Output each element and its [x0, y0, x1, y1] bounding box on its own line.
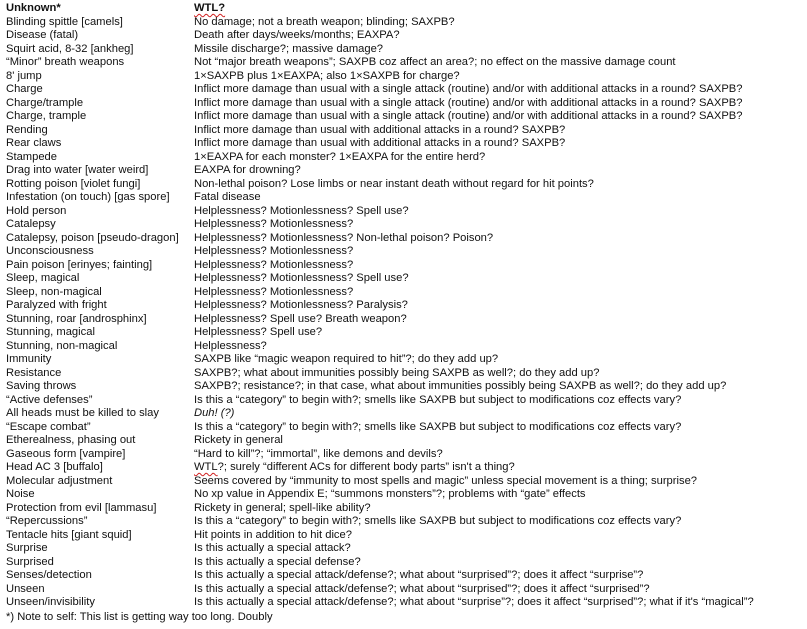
- ability-name: Charge/trample: [6, 96, 84, 109]
- ability-name: Rear claws: [6, 137, 62, 149]
- table-row: [6, 313, 794, 327]
- ability-note: Inflict more damage than usual with additional attacks in a round? SAXPB?: [194, 123, 566, 136]
- ability-name: Stunning, magical: [6, 326, 95, 338]
- ability-note: Helplessness? Spell use? Breath weapon?: [194, 312, 407, 325]
- table-row: [6, 326, 794, 340]
- ability-name: Unconsciousness: [6, 245, 94, 257]
- table-row: [6, 475, 794, 489]
- ability-name: Senses/detection: [6, 569, 92, 581]
- ability-name: Charge: [6, 83, 43, 95]
- ability-note: Rickety in general: [194, 434, 283, 446]
- ability-note: Fatal disease: [194, 191, 261, 203]
- ability-name: Stunning, non-magical: [6, 339, 118, 352]
- table-row: [6, 569, 794, 583]
- column-header-unknown: Unknown*: [6, 2, 61, 14]
- table-row: [6, 259, 794, 273]
- table-row: [6, 421, 794, 435]
- ability-note: Helplessness? Motionlessness?: [194, 285, 354, 298]
- ability-name: Surprised: [6, 555, 54, 568]
- table-row: [6, 56, 794, 70]
- ability-name: Tentacle hits [giant squid]: [6, 528, 132, 541]
- ability-note: No xp value in Appendix E; “summons monsters”?; problems with “gate” effects: [194, 488, 586, 500]
- ability-note: EAXPA for drowning?: [194, 164, 301, 176]
- ability-note: 1×SAXPB plus 1×EAXPA; also 1×SAXPB for charge?: [194, 69, 460, 82]
- ability-note: Inflict more damage than usual with a single attack (routine) and/or with additional attacks in a round? SAXPB?: [194, 110, 743, 122]
- table-row: [6, 178, 794, 192]
- table-row: [6, 502, 794, 516]
- table-row: [6, 286, 794, 300]
- table-row: [6, 97, 794, 111]
- ability-name: Immunity: [6, 353, 52, 365]
- ability-note: No damage; not a breath weapon; blinding; SAXPB?: [194, 15, 455, 28]
- ability-note: Helplessness? Motionlessness? Spell use?: [194, 204, 409, 217]
- ability-note: Hit points in addition to hit dice?: [194, 528, 352, 541]
- ability-note: Helplessness?: [194, 339, 267, 352]
- ability-name: Protection from evil [lammasu]: [6, 501, 157, 514]
- ability-note: Helplessness? Motionlessness? Non-lethal poison? Poison?: [194, 231, 494, 244]
- ability-note: Is this actually a special attack?: [194, 542, 351, 554]
- table-row: [6, 583, 794, 597]
- ability-note: Is this a “category” to begin with?; smells like SAXPB but subject to modifications coz effects vary?: [194, 393, 682, 406]
- ability-name: Resistance: [6, 366, 62, 379]
- ability-note: Is this actually a special attack/defense?; what about “surprised”?; does it affect “surprised”?: [194, 582, 650, 595]
- ability-name: Blinding spittle [camels]: [6, 15, 123, 28]
- table-row: [6, 488, 794, 502]
- table-row: [6, 434, 794, 448]
- ability-note: Seems covered by “immunity to most spells and magic” unless special movement is a thing; surprise?: [194, 474, 698, 487]
- ability-name: Gaseous form [vampire]: [6, 447, 126, 460]
- table-row: [6, 43, 794, 57]
- table-row: [6, 299, 794, 313]
- table-row: [6, 461, 794, 475]
- ability-note: Helplessness? Motionlessness? Spell use?: [194, 272, 409, 284]
- ability-name: Etherealness, phasing out: [6, 434, 136, 446]
- ability-note: Non-lethal poison? Lose limbs or near instant death without regard for hit points?: [194, 177, 594, 190]
- ability-note: Is this actually a special defense?: [194, 555, 361, 568]
- ability-name: Drag into water [water weird]: [6, 164, 149, 176]
- table-row: [6, 70, 794, 84]
- ability-note: SAXPB like “magic weapon required to hit”?; do they add up?: [194, 353, 499, 365]
- table-row: [6, 529, 794, 543]
- ability-note: 1×EAXPA for each monster? 1×EAXPA for the entire herd?: [194, 150, 486, 163]
- ability-name: Disease (fatal): [6, 29, 79, 41]
- table-row: [6, 353, 794, 367]
- ability-name: Squirt acid, 8-32 [ankheg]: [6, 42, 134, 55]
- wtl-header-text: WTL?: [194, 2, 226, 14]
- ability-name: Pain poison [erinyes; fainting]: [6, 258, 153, 271]
- ability-note: Is this actually a special attack/defense?; what about “surprise”?; does it affect “surprised”?; what if it's “magical”?: [194, 596, 754, 608]
- ability-note: Helplessness? Motionlessness?: [194, 218, 354, 230]
- ability-note: SAXPB?; what about immunities possibly being SAXPB as well?; do they add up?: [194, 366, 600, 379]
- ability-note: Rickety in general; spell-like ability?: [194, 501, 371, 514]
- table-row: [6, 83, 794, 97]
- ability-note: Missile discharge?; massive damage?: [194, 42, 384, 55]
- table-row: [6, 542, 794, 556]
- ability-name: “Escape combat”: [6, 420, 91, 433]
- table-row: [6, 164, 794, 178]
- ability-name: 8' jump: [6, 69, 42, 82]
- ability-name: Stunning, roar [androsphinx]: [6, 312, 147, 325]
- ability-name: “Minor” breath weapons: [6, 56, 125, 68]
- ability-name: “Active defenses”: [6, 393, 93, 406]
- table-row: [6, 380, 794, 394]
- ability-name: Hold person: [6, 204, 67, 217]
- ability-note: SAXPB?; resistance?; in that case, what about immunities possibly being SAXPB as well?; do they add up?: [194, 380, 727, 392]
- table-row: [6, 407, 794, 421]
- ability-name: Unseen: [6, 582, 45, 595]
- table-row: [6, 16, 794, 30]
- ability-note: Not “major breath weapons”; SAXPB coz affect an area?; no effect on the massive damage count: [194, 56, 676, 68]
- table-row: [6, 272, 794, 286]
- table-row: [6, 191, 794, 205]
- table-row: [6, 367, 794, 381]
- table-row: [6, 596, 794, 610]
- footnote: *) Note to self: This list is getting way too long. Doubly: [6, 611, 273, 623]
- ability-name: Paralyzed with fright: [6, 299, 107, 311]
- ability-note: Helplessness? Spell use?: [194, 326, 323, 338]
- table-row: [6, 151, 794, 165]
- ability-name: Saving throws: [6, 380, 77, 392]
- ability-name: Molecular adjustment: [6, 474, 113, 487]
- ability-name: Surprise: [6, 542, 48, 554]
- ability-note: “Hard to kill”?; “immortal”, like demons and devils?: [194, 447, 443, 460]
- monster-abilities-table: [6, 2, 794, 610]
- ability-name: Infestation (on touch) [gas spore]: [6, 191, 170, 203]
- ability-note: Is this actually a special attack/defense?; what about “surprised”?; does it affect “surprise”?: [194, 569, 644, 581]
- ability-note: WTL?; surely “different ACs for different body parts” isn't a thing?: [194, 461, 515, 473]
- ability-name: Catalepsy: [6, 218, 56, 230]
- table-row: [6, 232, 794, 246]
- column-header-wtl: [194, 2, 794, 16]
- table-row: [6, 340, 794, 354]
- wtl-marked-text: WTL: [194, 461, 218, 473]
- ability-name: Sleep, non-magical: [6, 285, 102, 298]
- table-body: [6, 16, 794, 610]
- ability-name: Unseen/invisibility: [6, 596, 95, 608]
- ability-name: All heads must be killed to slay: [6, 407, 159, 419]
- ability-note: Inflict more damage than usual with a single attack (routine) and/or with additional attacks in a round? SAXPB?: [194, 96, 743, 109]
- table-row: [6, 556, 794, 570]
- table-row: [6, 394, 794, 408]
- ability-note: Duh! (?): [194, 407, 235, 419]
- table-row: [6, 124, 794, 138]
- table-row: [6, 29, 794, 43]
- table-row: [6, 137, 794, 151]
- ability-note: Death after days/weeks/months; EAXPA?: [194, 29, 400, 41]
- ability-name: Noise: [6, 488, 35, 500]
- ability-note: Inflict more damage than usual with a single attack (routine) and/or with additional attacks in a round? SAXPB?: [194, 83, 743, 95]
- ability-note: Helplessness? Motionlessness?: [194, 258, 354, 271]
- table-row: [6, 448, 794, 462]
- table-header-row: [6, 2, 794, 16]
- table-row: [6, 218, 794, 232]
- ability-note: Is this a “category” to begin with?; smells like SAXPB but subject to modifications coz effects vary?: [194, 515, 682, 527]
- table-row: [6, 205, 794, 219]
- ability-note: Helplessness? Motionlessness? Paralysis?: [194, 299, 408, 311]
- ability-name: Rending: [6, 123, 48, 136]
- ability-name: Catalepsy, poison [pseudo-dragon]: [6, 231, 179, 244]
- table-row: [6, 110, 794, 124]
- ability-note: Is this a “category” to begin with?; smells like SAXPB but subject to modifications coz effects vary?: [194, 420, 682, 433]
- ability-name: Charge, trample: [6, 110, 87, 122]
- ability-name: Sleep, magical: [6, 272, 80, 284]
- ability-name: Head AC 3 [buffalo]: [6, 461, 103, 473]
- ability-name: Stampede: [6, 150, 57, 163]
- ability-name: Rotting poison [violet fungi]: [6, 177, 141, 190]
- ability-note: Helplessness? Motionlessness?: [194, 245, 354, 257]
- ability-note: Inflict more damage than usual with additional attacks in a round? SAXPB?: [194, 137, 566, 149]
- table-row: [6, 245, 794, 259]
- table-row: [6, 515, 794, 529]
- ability-name: “Repercussions”: [6, 515, 88, 527]
